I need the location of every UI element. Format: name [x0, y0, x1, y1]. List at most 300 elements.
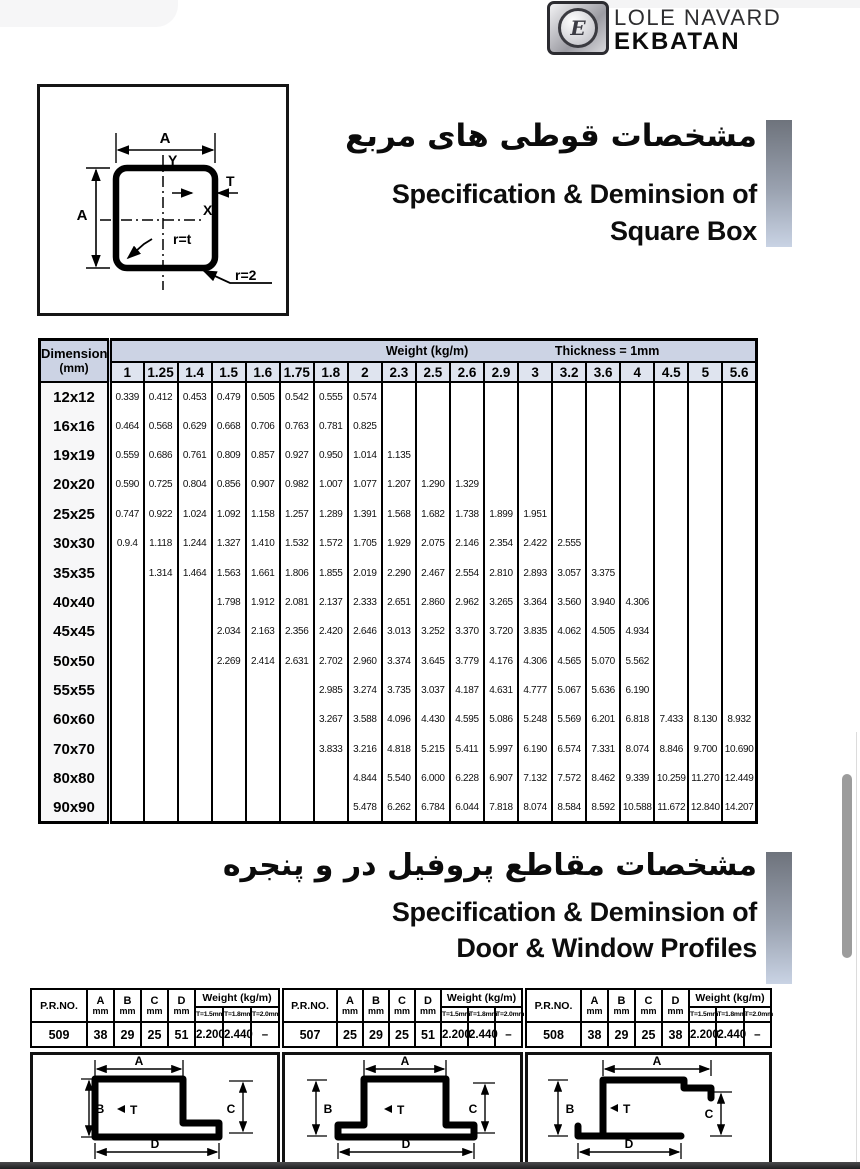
col-a-unit: mm: [92, 1005, 109, 1016]
col-c-letter: C: [150, 994, 159, 1007]
weight-cell: 3.216: [348, 735, 382, 764]
table-row: [40, 558, 757, 587]
dimension-header-text: Dimension: [41, 345, 108, 361]
weight-cell: [246, 793, 280, 822]
weight-cell: 5.070: [586, 647, 620, 676]
weight-cell: 1.329: [450, 470, 484, 499]
weight-cell: [178, 617, 212, 646]
bottom-dark-strip: [0, 1162, 860, 1169]
t15-header: T=1.5mm: [689, 1007, 716, 1022]
col-a-unit: mm: [586, 1005, 603, 1016]
dim-b-label: B: [323, 1102, 333, 1116]
thickness-col-header: 2.3: [382, 362, 416, 382]
section2-title-en-line1: Specification & Deminsion of: [391, 897, 757, 927]
weight-cell: 2.985: [314, 676, 348, 705]
w18-value: 2.440: [223, 1022, 251, 1047]
weight-cell: [178, 676, 212, 705]
col-a-header: [337, 989, 363, 1022]
weight-cell: 2.081: [280, 588, 314, 617]
weight-cell: [178, 647, 212, 676]
weight-cell: 0.686: [144, 441, 178, 470]
weight-cell: [484, 411, 518, 440]
weight-cell: 6.907: [484, 764, 518, 793]
table-row: [40, 793, 757, 822]
weight-cell: 2.269: [212, 647, 246, 676]
weight-cell: [246, 764, 280, 793]
weight-cell: 10.259: [654, 764, 688, 793]
outer-radius-label: r=2: [235, 267, 257, 283]
col-c-unit: mm: [640, 1005, 657, 1016]
weight-cell: 1.705: [348, 529, 382, 558]
col-d-letter: D: [177, 994, 186, 1007]
section1-title-en-line1: Specification & Deminsion of: [391, 179, 757, 209]
weight-cell: [688, 382, 722, 411]
weight-cell: 3.037: [416, 676, 450, 705]
weight-cell: [178, 588, 212, 617]
table-row: [40, 588, 757, 617]
thickness-col-header: 1.75: [280, 362, 314, 382]
table-row: [40, 617, 757, 646]
dimension-cell: 80x80: [40, 764, 110, 793]
weight-cell: 6.228: [450, 764, 484, 793]
weight-cell: 0.761: [178, 441, 212, 470]
profile-diagram-box-507: [282, 1052, 523, 1165]
thickness-arrow: [610, 1104, 618, 1112]
weight-cell: [110, 735, 144, 764]
prno-header: P.R.NO.: [283, 989, 337, 1022]
weight-cell: [178, 705, 212, 734]
weight-header: Weight (kg/m): [689, 989, 771, 1007]
col-d-header: [662, 989, 689, 1022]
weight-cell: [586, 470, 620, 499]
weight-cell: 3.833: [314, 735, 348, 764]
section2-title-fa: مشخصات مقاطع پروفیل در و پنجره: [222, 848, 757, 883]
weight-cell: [110, 793, 144, 822]
thickness-col-header: 1.8: [314, 362, 348, 382]
weight-cell: [552, 411, 586, 440]
dimension-cell: 12x12: [40, 382, 110, 411]
weight-cell: 0.339: [110, 382, 144, 411]
col-b-header: [608, 989, 635, 1022]
weight-cell: 2.163: [246, 617, 280, 646]
profile-table-507: [282, 988, 523, 1048]
section1-title-fa: مشخصات قوطی های مربع: [345, 118, 757, 154]
dimension-cell: 70x70: [40, 735, 110, 764]
t18-header: T=1.8mm: [223, 1007, 251, 1022]
square-box-diagram-card: [37, 84, 289, 316]
profile-header-row: [31, 989, 279, 1007]
weight-cell: 1.314: [144, 558, 178, 587]
weight-cell: 3.560: [552, 588, 586, 617]
thickness-col-header: 2.6: [450, 362, 484, 382]
weight-cell: [416, 441, 450, 470]
dimension-cell: 90x90: [40, 793, 110, 822]
scroll-track-line: [856, 732, 857, 1169]
weight-cell: [178, 793, 212, 822]
weight-cell: [518, 470, 552, 499]
weight-cell: 4.565: [552, 647, 586, 676]
weight-cell: [110, 558, 144, 587]
weight-cell: [688, 676, 722, 705]
scrollbar-thumb[interactable]: [842, 774, 852, 958]
weight-cell: 8.130: [688, 705, 722, 734]
dim-a-label: A: [400, 1055, 410, 1068]
prno-value: 509: [31, 1022, 87, 1047]
weight-cell: 2.860: [416, 588, 450, 617]
weight-cell: 8.462: [586, 764, 620, 793]
weight-cell: [688, 529, 722, 558]
weight-cell: [280, 735, 314, 764]
weight-cell: [688, 441, 722, 470]
thickness-col-header: 2.9: [484, 362, 518, 382]
weight-cell: 3.364: [518, 588, 552, 617]
weight-cell: [722, 441, 756, 470]
w18-value: 2.440: [468, 1022, 495, 1047]
weight-cell: [110, 676, 144, 705]
table-row: [40, 764, 757, 793]
weight-cell: 1.007: [314, 470, 348, 499]
dimension-cell: 20x20: [40, 470, 110, 499]
b-value: 29: [114, 1022, 141, 1047]
weight-cell: [722, 411, 756, 440]
dim-t-label: T: [130, 1103, 138, 1117]
weight-cell: 4.062: [552, 617, 586, 646]
weight-cell: 6.044: [450, 793, 484, 822]
weight-cell: 8.584: [552, 793, 586, 822]
weight-cell: 1.951: [518, 500, 552, 529]
weight-cell: [620, 382, 654, 411]
w15-value: 2.200: [441, 1022, 468, 1047]
weight-cell: 0.464: [110, 411, 144, 440]
logo-monogram: E: [570, 16, 586, 40]
dim-d-label: D: [150, 1137, 160, 1151]
weight-cell: 2.146: [450, 529, 484, 558]
c-value: 25: [389, 1022, 415, 1047]
weight-cell: 0.555: [314, 382, 348, 411]
brand-line1: LOLE NAVARD: [614, 5, 782, 30]
weight-cell: 5.997: [484, 735, 518, 764]
weight-cell: 4.844: [348, 764, 382, 793]
weight-cell: 0.856: [212, 470, 246, 499]
col-d-header: [168, 989, 195, 1022]
weight-cell: 5.215: [416, 735, 450, 764]
weight-cell: 5.540: [382, 764, 416, 793]
weight-cell: 7.331: [586, 735, 620, 764]
a-value: 38: [581, 1022, 608, 1047]
weight-cell: [722, 500, 756, 529]
weight-cell: [382, 411, 416, 440]
dim-a-left-label: A: [76, 207, 88, 224]
weight-cell: 5.067: [552, 676, 586, 705]
weight-cell: 1.572: [314, 529, 348, 558]
weight-cell: 1.661: [246, 558, 280, 587]
weight-cell: 1.158: [246, 500, 280, 529]
weight-cell: 0.505: [246, 382, 280, 411]
weight-header-label: Weight (kg/m): [385, 344, 469, 358]
profile-diagram-box-509: [30, 1052, 280, 1165]
weight-cell: [280, 764, 314, 793]
weight-cell: 0.412: [144, 382, 178, 411]
weight-cell: 14.207: [722, 793, 756, 822]
weight-cell: 1.806: [280, 558, 314, 587]
weight-cell: [722, 588, 756, 617]
weight-cell: [586, 441, 620, 470]
weight-cell: 2.354: [484, 529, 518, 558]
weight-cell: 12.840: [688, 793, 722, 822]
weight-cell: [654, 588, 688, 617]
dimension-cell: 45x45: [40, 617, 110, 646]
weight-cell: 9.339: [620, 764, 654, 793]
weight-cell: 0.9.4: [110, 529, 144, 558]
weight-cell: 2.019: [348, 558, 382, 587]
section2-accent-bar: [766, 852, 792, 984]
prno-value: 507: [283, 1022, 337, 1047]
weight-cell: 0.907: [246, 470, 280, 499]
thickness-col-header: 4: [620, 362, 654, 382]
weight-cell: 1.410: [246, 529, 280, 558]
dimension-cell: 50x50: [40, 647, 110, 676]
weight-cell: [416, 382, 450, 411]
dimension-header-cell: [40, 340, 110, 383]
profile-508-diagram: [528, 1055, 769, 1162]
weight-cell: 4.187: [450, 676, 484, 705]
weight-cell: 5.569: [552, 705, 586, 734]
weight-cell: 8.592: [586, 793, 620, 822]
top-left-rounded-card: [0, 0, 178, 27]
col-d-unit: mm: [173, 1005, 190, 1016]
weight-cell: [688, 470, 722, 499]
dim-b-label: B: [95, 1102, 105, 1116]
profile-header-row: [283, 989, 522, 1007]
weight-cell: 12.449: [722, 764, 756, 793]
col-c-letter: C: [398, 994, 406, 1007]
weight-cell: [280, 705, 314, 734]
col-c-header: [141, 989, 168, 1022]
weight-cell: 0.590: [110, 470, 144, 499]
weight-cell: 6.818: [620, 705, 654, 734]
weight-cell: 2.702: [314, 647, 348, 676]
dimension-cell: 30x30: [40, 529, 110, 558]
weight-cell: [212, 764, 246, 793]
weight-cell: [144, 705, 178, 734]
weight-cell: [484, 382, 518, 411]
weight-cell: [178, 764, 212, 793]
t20-header: T=2.0mm: [251, 1007, 279, 1022]
weight-cell: 11.672: [654, 793, 688, 822]
weight-cell: [722, 382, 756, 411]
prno-header: P.R.NO.: [31, 989, 87, 1022]
weight-cell: 0.857: [246, 441, 280, 470]
col-a-letter: A: [346, 994, 354, 1007]
dim-c-label: C: [468, 1102, 478, 1116]
brand-name: [614, 6, 781, 54]
weight-cell: 6.201: [586, 705, 620, 734]
weight-cell: [144, 793, 178, 822]
square-box-diagram: [40, 87, 286, 313]
weight-cell: [144, 735, 178, 764]
weight-cell: 7.433: [654, 705, 688, 734]
weight-cell: 3.252: [416, 617, 450, 646]
weight-cell: 0.574: [348, 382, 382, 411]
weight-cell: 2.554: [450, 558, 484, 587]
weight-cell: 4.430: [416, 705, 450, 734]
weight-cell: 5.478: [348, 793, 382, 822]
profile-diagram-box-508: [525, 1052, 772, 1165]
weight-cell: [212, 793, 246, 822]
weight-cell: 0.922: [144, 500, 178, 529]
weight-cell: 1.568: [382, 500, 416, 529]
weight-cell: 1.464: [178, 558, 212, 587]
weight-cell: [654, 500, 688, 529]
weight-cell: 1.738: [450, 500, 484, 529]
weight-cell: 3.057: [552, 558, 586, 587]
weight-cell: 2.555: [552, 529, 586, 558]
weight-cell: 7.132: [518, 764, 552, 793]
weight-cell: [552, 441, 586, 470]
weight-cell: [586, 411, 620, 440]
weight-cell: 1.682: [416, 500, 450, 529]
weight-cell: [654, 382, 688, 411]
weight-cell: 1.014: [348, 441, 382, 470]
weight-cell: 1.290: [416, 470, 450, 499]
w18-value: 2.440: [716, 1022, 743, 1047]
brand-logo-icon: [547, 1, 609, 55]
weight-cell: 1.391: [348, 500, 382, 529]
weight-cell: [620, 529, 654, 558]
profile-column-508: [525, 988, 772, 1165]
weight-cell: [722, 529, 756, 558]
weight-cell: [178, 735, 212, 764]
weight-cell: 3.274: [348, 676, 382, 705]
weight-cell: 11.270: [688, 764, 722, 793]
weight-cell: [246, 705, 280, 734]
col-c-header: [389, 989, 415, 1022]
weight-cell: 8.074: [518, 793, 552, 822]
weight-cell: 3.265: [484, 588, 518, 617]
weight-cell: 2.075: [416, 529, 450, 558]
weight-cell: 0.706: [246, 411, 280, 440]
weight-cell: 0.804: [178, 470, 212, 499]
col-c-letter: C: [644, 994, 653, 1007]
profile-column-509: [30, 988, 280, 1165]
dimension-cell: 25x25: [40, 500, 110, 529]
weight-cell: [688, 647, 722, 676]
table-row: [40, 470, 757, 499]
weight-cell: 3.735: [382, 676, 416, 705]
weight-cell: [110, 617, 144, 646]
axis-x-label: X: [203, 202, 213, 218]
section1-accent-bar: [766, 120, 792, 247]
weight-cell: 1.118: [144, 529, 178, 558]
dim-d-label: D: [624, 1137, 634, 1151]
dim-a-label: A: [134, 1055, 144, 1068]
weight-cell: 0.927: [280, 441, 314, 470]
weight-cell: [722, 470, 756, 499]
weight-cell: [212, 705, 246, 734]
weight-cell: 4.306: [518, 647, 552, 676]
logo-ring: [558, 8, 598, 48]
weight-cell: 3.375: [586, 558, 620, 587]
weight-cell: 5.636: [586, 676, 620, 705]
profile-507-diagram: [285, 1055, 520, 1162]
weight-cell: [110, 764, 144, 793]
weight-cell: [620, 411, 654, 440]
dim-t-label: T: [397, 1103, 405, 1117]
weight-cell: [110, 588, 144, 617]
thickness-col-header: 4.5: [654, 362, 688, 382]
w20-value: –: [495, 1022, 522, 1047]
weight-cell: 5.411: [450, 735, 484, 764]
weight-cell: [722, 558, 756, 587]
weight-cell: [212, 676, 246, 705]
thickness-col-header: 1.5: [212, 362, 246, 382]
weight-cell: [586, 382, 620, 411]
col-d-letter: D: [424, 994, 432, 1007]
dimension-cell: 35x35: [40, 558, 110, 587]
w15-value: 2.200: [689, 1022, 716, 1047]
col-a-letter: A: [96, 994, 105, 1007]
col-a-letter: A: [590, 994, 599, 1007]
weight-cell: 9.700: [688, 735, 722, 764]
weight-cell: 1.077: [348, 470, 382, 499]
weight-cell: 2.414: [246, 647, 280, 676]
weight-cell: 1.207: [382, 470, 416, 499]
weight-cell: 0.568: [144, 411, 178, 440]
weight-cell: [586, 529, 620, 558]
weight-cell: 2.420: [314, 617, 348, 646]
weight-cell: [246, 735, 280, 764]
weight-cell: 2.333: [348, 588, 382, 617]
square-box-table: [38, 338, 758, 824]
thickness-col-header: 5: [688, 362, 722, 382]
weight-cell: 2.651: [382, 588, 416, 617]
weight-cell: [518, 411, 552, 440]
b-value: 29: [608, 1022, 635, 1047]
prno-header: P.R.NO.: [526, 989, 581, 1022]
weight-cell: 0.763: [280, 411, 314, 440]
dim-a-top-label: A: [159, 130, 171, 147]
weight-cell: 6.784: [416, 793, 450, 822]
section1-title-en-line2: Square Box: [609, 216, 757, 246]
a-value: 25: [337, 1022, 363, 1047]
weight-cell: [654, 470, 688, 499]
weight-cell: 3.013: [382, 617, 416, 646]
weight-cell: 6.574: [552, 735, 586, 764]
weight-cell: 4.631: [484, 676, 518, 705]
weight-cell: 3.720: [484, 617, 518, 646]
weight-cell: 7.818: [484, 793, 518, 822]
col-b-unit: mm: [367, 1005, 384, 1016]
col-b-unit: mm: [119, 1005, 136, 1016]
d-value: 38: [662, 1022, 689, 1047]
table-row: [40, 441, 757, 470]
weight-cell: 4.176: [484, 647, 518, 676]
weight-cell: 3.940: [586, 588, 620, 617]
weight-cell: 1.257: [280, 500, 314, 529]
col-d-letter: D: [671, 994, 680, 1007]
weight-cell: 2.810: [484, 558, 518, 587]
col-a-header: [87, 989, 114, 1022]
weight-cell: 2.290: [382, 558, 416, 587]
weight-cell: 1.532: [280, 529, 314, 558]
weight-cell: [654, 647, 688, 676]
weight-cell: 1.024: [178, 500, 212, 529]
weight-cell: [654, 558, 688, 587]
profile-data-row: [31, 1022, 279, 1047]
weight-cell: 6.000: [416, 764, 450, 793]
weight-cell: 1.899: [484, 500, 518, 529]
weight-cell: [688, 558, 722, 587]
